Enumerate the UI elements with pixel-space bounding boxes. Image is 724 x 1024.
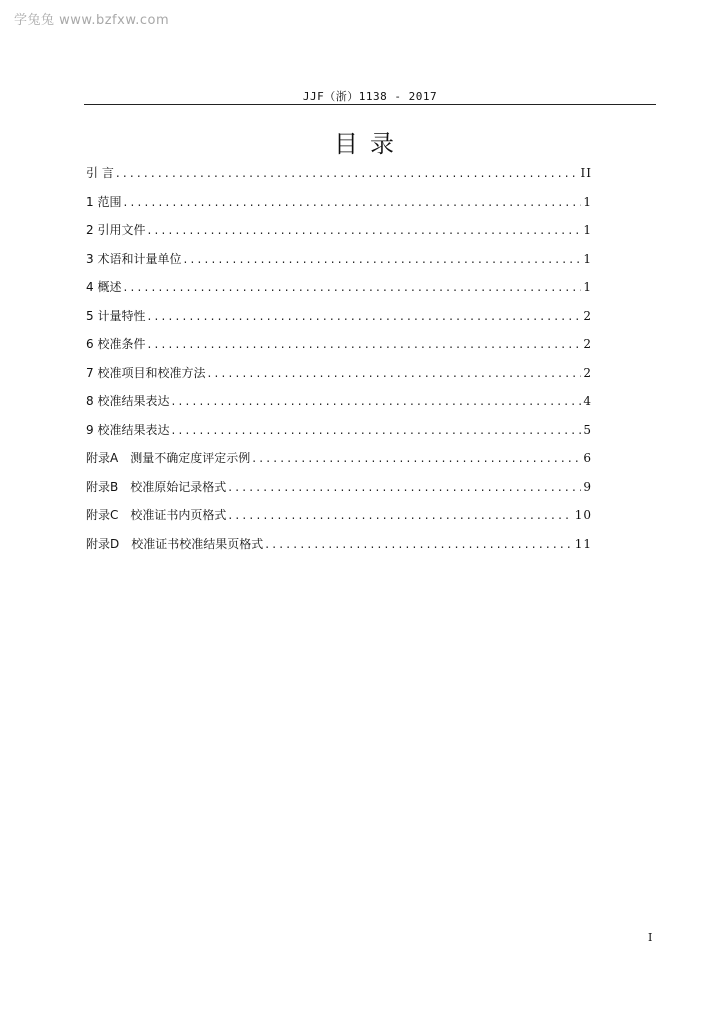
toc-entry-label: 附录D 校准证书校准结果页格式	[86, 536, 264, 551]
toc-entry-page: II	[580, 166, 592, 180]
toc-leader-dots	[123, 192, 581, 212]
toc-entry-appendix-a[interactable]	[86, 448, 592, 477]
toc-leader-dots	[252, 448, 581, 468]
toc-entry-page: 10	[574, 508, 592, 522]
toc-entry-label: 6 校准条件	[86, 337, 146, 351]
toc-entry-page: 2	[583, 308, 592, 323]
toc-entry-page: 2	[583, 337, 592, 351]
toc-entry-label: 2 引用文件	[86, 223, 146, 237]
toc-leader-dots	[171, 420, 581, 440]
toc-entry-label: 7 校准项目和校准方法	[86, 365, 206, 380]
toc-leader-dots	[228, 505, 572, 525]
toc-entry-page: 1	[583, 223, 592, 237]
toc-entry-references[interactable]	[86, 220, 592, 249]
toc-entry-calibration-items-methods[interactable]	[86, 363, 592, 392]
toc-entry-overview[interactable]	[86, 277, 592, 306]
toc-entry-label: 9 校准结果表达	[86, 422, 170, 437]
toc-leader-dots	[116, 163, 579, 183]
toc-entry-label: 附录A 测量不确定度评定示例	[86, 451, 251, 465]
toc-entry-label: 附录B 校准原始记录格式	[86, 479, 227, 494]
toc-leader-dots	[207, 363, 581, 383]
toc-entry-page: 1	[583, 280, 592, 294]
toc-entry-page: 5	[583, 422, 592, 437]
toc-entry-page: 11	[574, 536, 592, 551]
toc-entry-label: 4 概述	[86, 280, 122, 294]
toc-leader-dots	[147, 306, 581, 326]
toc-entry-calibration-results-9[interactable]	[86, 420, 592, 449]
toc-leader-dots	[147, 334, 581, 354]
page-title: 目录	[334, 130, 406, 158]
toc-entry-calibration-conditions[interactable]	[86, 334, 592, 363]
header-divider	[84, 104, 656, 105]
document-header: JJF（浙）1138 - 2017	[302, 90, 438, 103]
toc-entry-label: 引 言	[86, 166, 114, 180]
toc-leader-dots	[123, 277, 581, 297]
toc-entry-scope[interactable]	[86, 192, 592, 221]
table-of-contents	[86, 163, 592, 562]
toc-entry-calibration-results-8[interactable]	[86, 391, 592, 420]
toc-leader-dots	[147, 220, 581, 240]
toc-leader-dots	[265, 534, 572, 554]
toc-entry-page: 1	[583, 251, 592, 266]
toc-entry-label: 3 术语和计量单位	[86, 251, 182, 266]
page-number: I	[648, 931, 653, 944]
toc-entry-page: 9	[583, 479, 592, 494]
toc-entry-terms[interactable]	[86, 249, 592, 278]
toc-entry-label: 附录C 校准证书内页格式	[86, 508, 227, 522]
toc-entry-foreword[interactable]	[86, 163, 592, 192]
toc-entry-appendix-c[interactable]	[86, 505, 592, 534]
toc-entry-metrological-characteristics[interactable]	[86, 306, 592, 335]
watermark: 学兔兔 www.bzfxw.com	[14, 13, 170, 28]
toc-leader-dots	[228, 477, 581, 497]
toc-entry-page: 6	[583, 451, 592, 465]
toc-entry-page: 1	[583, 194, 592, 209]
toc-entry-label: 5 计量特性	[86, 308, 146, 323]
toc-entry-appendix-b[interactable]	[86, 477, 592, 506]
toc-entry-appendix-d[interactable]	[86, 534, 592, 563]
toc-leader-dots	[183, 249, 581, 269]
toc-entry-label: 8 校准结果表达	[86, 394, 170, 408]
toc-entry-page: 2	[583, 365, 592, 380]
toc-entry-page: 4	[583, 394, 592, 408]
toc-entry-label: 1 范围	[86, 194, 122, 209]
toc-leader-dots	[171, 391, 581, 411]
